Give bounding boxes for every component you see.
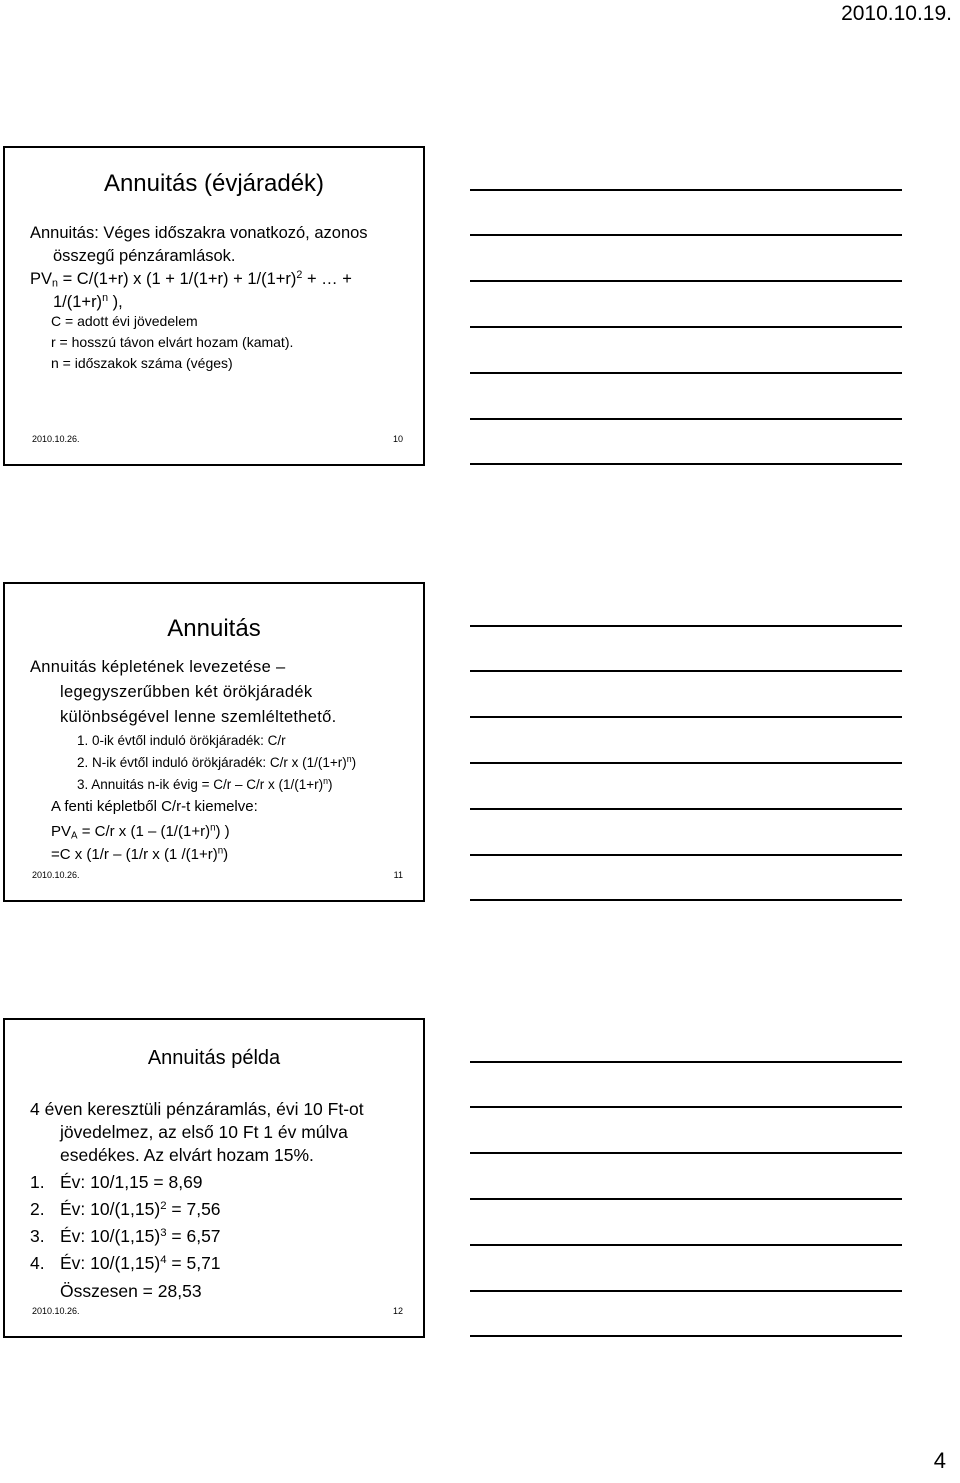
slide-text: jövedelmez, az első 10 Ft 1 év múlva	[60, 1122, 348, 1142]
note-line	[470, 1244, 902, 1246]
pv-formula-cont: $1/(1+r)^n$ ),	[53, 292, 123, 311]
note-line	[470, 326, 902, 328]
note-line	[470, 463, 902, 465]
note-line	[470, 189, 902, 191]
slide-11	[3, 582, 425, 902]
note-line	[470, 418, 902, 420]
note-line	[470, 234, 902, 236]
slide-text: különbségével lenne szemléltethető.	[60, 708, 337, 726]
note-line	[470, 854, 902, 856]
year-item: 3. Év: $10/(1,15)^3 = 6,57$	[30, 1226, 221, 1246]
slide-number: 12	[392, 1306, 403, 1316]
definition: n = időszakok száma (véges)	[51, 355, 233, 371]
slide-title: Annuitás	[167, 615, 261, 642]
slide-12	[3, 1018, 425, 1338]
definition: r = hosszú távon elvárt hozam (kamat).	[51, 334, 294, 350]
slide-title: Annuitás (évjáradék)	[103, 170, 325, 197]
slide-title: Annuitás példa	[147, 1047, 281, 1069]
note-line	[470, 1290, 902, 1292]
note-line	[470, 372, 902, 374]
note-line	[470, 899, 902, 901]
slide-number: 11	[393, 870, 403, 880]
page-number: 4	[933, 1448, 946, 1473]
slide-footer-date: 2010.10.26.	[32, 870, 80, 880]
year-item: 2. Év: $10/(1,15)^2 = 7,56$	[30, 1199, 221, 1219]
note-line	[470, 716, 902, 718]
note-line	[470, 1106, 902, 1108]
note-line	[470, 280, 902, 282]
c-formula: =C x (1/r – (1/r x (1 $/(1+r)^n$)	[51, 845, 229, 863]
note-line	[470, 1152, 902, 1154]
list-item: 3. Annuitás n-ik évig = C/r – C/r x $(1/(1+r)^n)$	[77, 776, 333, 792]
header-date: 2010.10.19.	[841, 2, 952, 25]
note-line	[470, 762, 902, 764]
pv-formula: $PV_n = C/(1+r)$ x ($1 + 1/(1+r) + 1/(1+r)^2$ + … +	[30, 269, 352, 290]
slide-10	[3, 146, 425, 466]
note-line	[470, 1198, 902, 1200]
list-item: 2. N-ik évtől induló örökjáradék: C/r x $(1/(1+r)^n)$	[77, 754, 357, 770]
slide-footer-date: 2010.10.26.	[32, 434, 80, 444]
note-line	[470, 1061, 902, 1063]
slide-text: A fenti képletből C/r-t kiemelve:	[51, 798, 258, 815]
slide-text: összegű pénzáramlások.	[53, 247, 236, 265]
pva-formula: $PV_A = C/r$ x ($1 - (1/(1+r)^n)$ )	[51, 822, 230, 842]
note-line	[470, 808, 902, 810]
slide-text: esedékes. Az elvárt hozam 15%.	[60, 1145, 314, 1165]
slide-number: 10	[392, 434, 403, 444]
slide-text: legegyszerűbben két örökjáradék	[60, 683, 313, 701]
note-line	[470, 670, 902, 672]
slide-footer-date: 2010.10.26.	[32, 1306, 80, 1316]
total-line: Összesen = 28,53	[60, 1281, 202, 1301]
slide-text: Annuitás képletének levezetése –	[30, 658, 286, 676]
definition: C = adott évi jövedelem	[51, 313, 198, 329]
list-item: 1. 0-ik évtől induló örökjáradék: C/r	[77, 733, 286, 748]
slide-text: 4 éven keresztüli pénzáramlás, évi 10 Ft-ot	[30, 1099, 364, 1119]
year-item: 4. Év: $10/(1,15)^4 = 5,71$	[30, 1253, 221, 1273]
slide-text: Annuitás: Véges időszakra vonatkozó, azonos	[30, 224, 368, 242]
note-line	[470, 1335, 902, 1337]
year-item: 1. Év: 10/1,15 = 8,69	[30, 1172, 203, 1192]
note-line	[470, 625, 902, 627]
